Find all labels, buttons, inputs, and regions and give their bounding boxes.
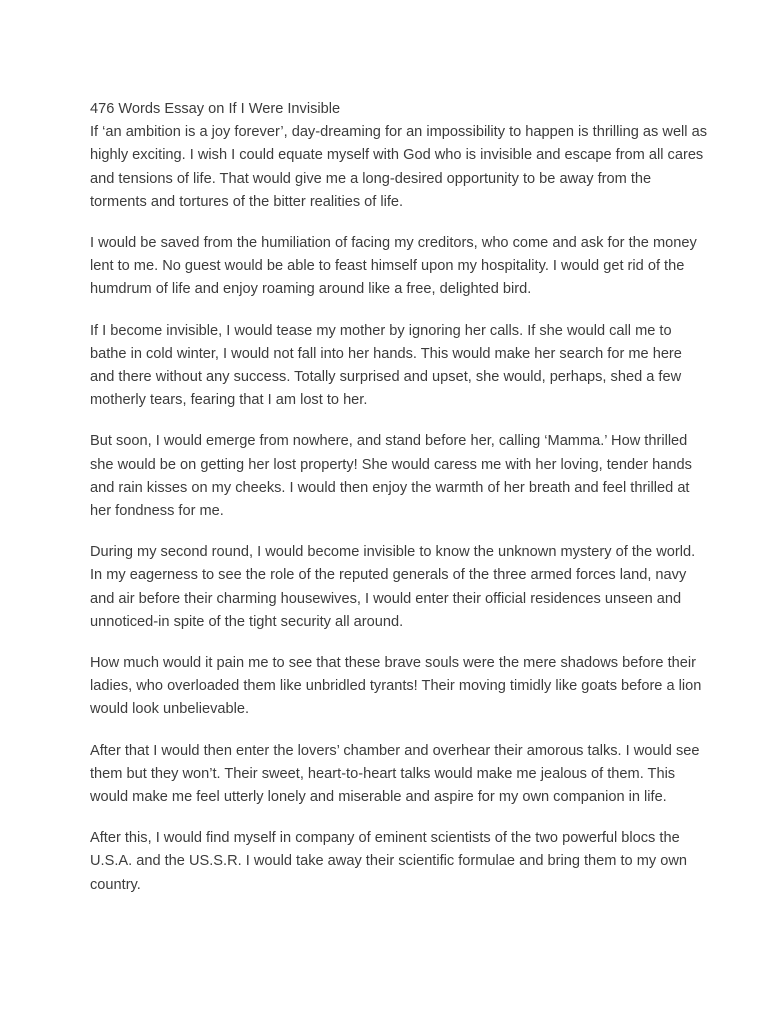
essay-paragraph: How much would it pain me to see that these brave souls were the mere shadows before their ladies, who overloaded them like unbridled tyrants! Their moving timidly like goats before a lion would look unbelievable. [90,655,702,718]
essay-paragraph: After this, I would find myself in company of eminent scientists of the two powerful blocs the U.S.A. and the US.S.R. I would take away their scientific formulae and bring them to my own country. [90,830,687,893]
essay-paragraph: If ‘an ambition is a joy forever’, day-dreaming for an impossibility to happen is thrilling as well as highly exciting. I wish I could equate myself with God who is invisible and escape from all cares and tensions of life. That would give me a long-desired opportunity to be away from the torments and tortures of the bitter realities of life. [90,124,708,210]
essay-paragraph: But soon, I would emerge from nowhere, and stand before her, calling ‘Mamma.’ How thrilled she would be on getting her lost property! She would caress me with her loving, tender hands and rain kisses on my cheeks. I would then enjoy the warmth of her breath and feel thrilled at her fondness for me. [90,433,692,520]
essay-paragraph: During my second round, I would become invisible to know the unknown mystery of the world. In my eagerness to see the role of the reputed generals of the three armed forces land, navy and air before their charming housewives, I would enter their official residences unseen and unnoticed-in spite of the tight security all around. [90,544,696,630]
essay-paragraph: I would be saved from the humiliation of facing my creditors, who come and ask for the money lent to me. No guest would be able to feast himself upon my hospitality. I would get rid of the humdrum of life and enjoy roaming around like a free, delighted bird. [90,235,697,298]
essay-paragraph: If I become invisible, I would tease my mother by ignoring her calls. If she would call me to bathe in cold winter, I would not fall into her hands. This would make her search for me here and there without any success. Totally surprised and upset, she would, perhaps, shed a few motherly tears, fearing that I am lost to her. [90,322,682,409]
essay-title: 476 Words Essay on If I Were Invisible [90,101,341,117]
essay-paragraph: After that I would then enter the lovers’ chamber and overhear their amorous talks. I would see them but they won’t. Their sweet, heart-to-heart talks would make me jealous of them. This would make me feel utterly lonely and miserable and aspire for my own companion in life. [90,742,700,806]
